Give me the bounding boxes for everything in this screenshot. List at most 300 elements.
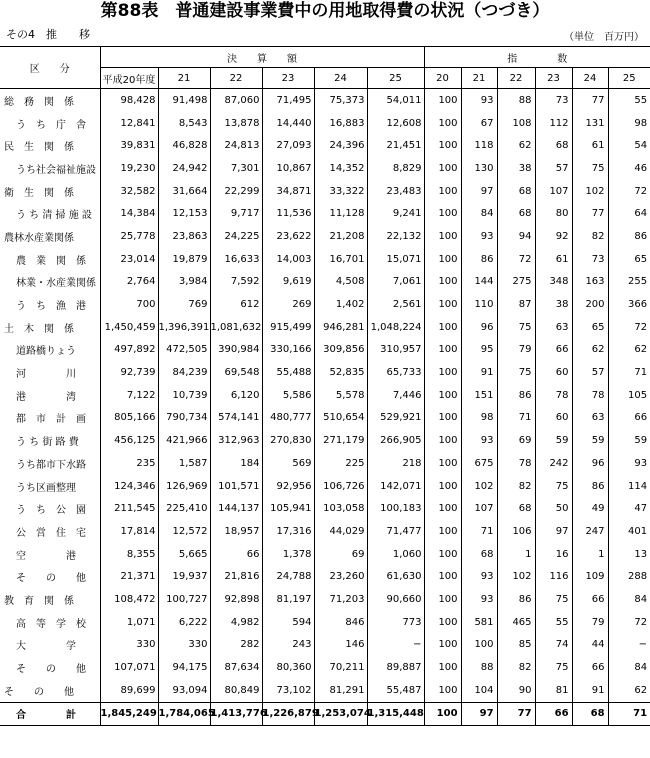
row-label: 衛 生 関 係 <box>4 187 74 199</box>
index-cell: 75 <box>497 316 535 339</box>
row-label: 大 学 <box>16 641 76 653</box>
index-cell: 100 <box>424 271 461 294</box>
table-row <box>0 361 650 384</box>
table-row <box>0 202 650 225</box>
index-cell: 74 <box>535 634 572 657</box>
row-label: 道路橋りょう <box>16 346 76 358</box>
row-label: うち社会福祉施設 <box>16 164 96 176</box>
index-year-header: 25 <box>608 68 650 89</box>
amount-cell: 225 <box>314 452 367 475</box>
index-cell: 100 <box>424 225 461 248</box>
index-cell: 60 <box>535 407 572 430</box>
amount-cell: 17,814 <box>100 520 158 543</box>
amount-cell: 89,699 <box>100 679 158 702</box>
index-cell: 78 <box>535 384 572 407</box>
data-table <box>0 46 650 726</box>
row-label: う ち 公 園 <box>16 505 86 517</box>
amount-cell: 81,197 <box>262 588 314 611</box>
amount-cell: 32,582 <box>100 180 158 203</box>
index-cell: 68 <box>572 702 608 726</box>
index-cell: 84 <box>608 588 650 611</box>
index-cell: 102 <box>572 180 608 203</box>
index-cell: 64 <box>608 202 650 225</box>
amount-cell: 1,845,249 <box>100 702 158 726</box>
amount-cell: 103,058 <box>314 497 367 520</box>
amount-cell: 269 <box>262 293 314 316</box>
index-cell: 71 <box>461 520 497 543</box>
amount-cell: 1,784,065 <box>158 702 210 726</box>
amount-cell: 11,128 <box>314 202 367 225</box>
amount-cell: 124,346 <box>100 475 158 498</box>
table-row <box>0 339 650 362</box>
index-cell: 77 <box>572 202 608 225</box>
amount-cell: 14,003 <box>262 248 314 271</box>
index-cell: 100 <box>424 407 461 430</box>
index-cell: 86 <box>608 225 650 248</box>
amount-cell: 39,831 <box>100 134 158 157</box>
amount-cell: 480,777 <box>262 407 314 430</box>
index-cell: 109 <box>572 565 608 588</box>
index-cell: 16 <box>535 543 572 566</box>
index-cell: 100 <box>424 702 461 726</box>
index-cell: 69 <box>497 429 535 452</box>
amount-cell: 390,984 <box>210 339 262 362</box>
amount-cell: 24,225 <box>210 225 262 248</box>
amount-cell: 6,120 <box>210 384 262 407</box>
amount-cell: 73,102 <box>262 679 314 702</box>
index-cell: 100 <box>424 202 461 225</box>
amount-cell: 69 <box>314 543 367 566</box>
index-cell: 49 <box>572 497 608 520</box>
index-cell: 100 <box>424 452 461 475</box>
amount-cell: 7,446 <box>367 384 424 407</box>
amount-cell: 24,396 <box>314 134 367 157</box>
amount-cell: 31,664 <box>158 180 210 203</box>
index-cell: 98 <box>461 407 497 430</box>
index-cell: 80 <box>535 202 572 225</box>
amount-cell: 790,734 <box>158 407 210 430</box>
amount-cell: 93,094 <box>158 679 210 702</box>
amount-cell: 12,153 <box>158 202 210 225</box>
table-row <box>0 497 650 520</box>
index-cell: 90 <box>497 679 535 702</box>
index-cell: 44 <box>572 634 608 657</box>
table-row <box>0 248 650 271</box>
index-cell: 100 <box>424 656 461 679</box>
amount-cell: 69,548 <box>210 361 262 384</box>
amount-cell: − <box>367 634 424 657</box>
table-row <box>0 543 650 566</box>
index-cell: 110 <box>461 293 497 316</box>
amount-cell: 142,071 <box>367 475 424 498</box>
total-row <box>0 702 650 726</box>
index-cell: 100 <box>424 361 461 384</box>
amount-cell: 769 <box>158 293 210 316</box>
index-cell: 131 <box>572 112 608 135</box>
amount-cell: 574,141 <box>210 407 262 430</box>
index-cell: 100 <box>424 543 461 566</box>
index-cell: 79 <box>497 339 535 362</box>
index-cell: 68 <box>497 497 535 520</box>
amount-cell: 21,208 <box>314 225 367 248</box>
amount-cell: 456,125 <box>100 429 158 452</box>
index-cell: 93 <box>461 429 497 452</box>
amount-cell: 1,071 <box>100 611 158 634</box>
row-label: 港 湾 <box>16 391 76 403</box>
index-cell: 77 <box>497 702 535 726</box>
index-cell: 75 <box>572 157 608 180</box>
index-cell: 55 <box>535 611 572 634</box>
amount-cell: 23,014 <box>100 248 158 271</box>
row-label: 農 業 関 係 <box>16 255 86 267</box>
amount-cell: 243 <box>262 634 314 657</box>
index-cell: 73 <box>572 248 608 271</box>
index-cell: 104 <box>461 679 497 702</box>
index-cell: 92 <box>535 225 572 248</box>
amount-cell: 23,863 <box>158 225 210 248</box>
amount-cell: 225,410 <box>158 497 210 520</box>
index-cell: 77 <box>572 89 608 112</box>
amount-cell: 23,483 <box>367 180 424 203</box>
index-cell: 106 <box>497 520 535 543</box>
amount-cell: 146 <box>314 634 367 657</box>
amount-cell: 282 <box>210 634 262 657</box>
row-label: そ の 他 <box>16 573 86 585</box>
amount-cell: 94,175 <box>158 656 210 679</box>
index-cell: 59 <box>608 429 650 452</box>
amount-cell: 46,828 <box>158 134 210 157</box>
index-cell: 63 <box>572 407 608 430</box>
row-label: 民 生 関 係 <box>4 142 74 154</box>
amount-cell: 184 <box>210 452 262 475</box>
index-cell: 57 <box>535 157 572 180</box>
amount-cell: 70,211 <box>314 656 367 679</box>
index-cell: 130 <box>461 157 497 180</box>
table-row <box>0 157 650 180</box>
amount-cell: 1,450,459 <box>100 316 158 339</box>
index-cell: 100 <box>424 339 461 362</box>
amount-cell: 55,488 <box>262 361 314 384</box>
amount-cell: 846 <box>314 611 367 634</box>
amount-cell: 71,203 <box>314 588 367 611</box>
index-cell: 144 <box>461 271 497 294</box>
index-cell: 78 <box>572 384 608 407</box>
table-row <box>0 407 650 430</box>
index-cell: 97 <box>461 702 497 726</box>
amount-cell: 98,428 <box>100 89 158 112</box>
row-label: う ち 漁 港 <box>16 301 86 313</box>
amount-cell: 211,545 <box>100 497 158 520</box>
index-cell: 163 <box>572 271 608 294</box>
row-label: 林業・水産業関係 <box>16 278 96 290</box>
index-cell: 96 <box>572 452 608 475</box>
index-cell: 66 <box>608 407 650 430</box>
amount-cell: 90,660 <box>367 588 424 611</box>
index-cell: 100 <box>424 679 461 702</box>
table-row <box>0 180 650 203</box>
table-row <box>0 588 650 611</box>
index-cell: 75 <box>535 656 572 679</box>
index-cell: 78 <box>497 452 535 475</box>
index-cell: 75 <box>497 361 535 384</box>
amount-cell: 21,451 <box>367 134 424 157</box>
index-cell: 47 <box>608 497 650 520</box>
amount-cell: 612 <box>210 293 262 316</box>
index-cell: 151 <box>461 384 497 407</box>
amount-cell: 105,941 <box>262 497 314 520</box>
index-cell: 66 <box>535 702 572 726</box>
table-row <box>0 271 650 294</box>
table-row <box>0 611 650 634</box>
table-row <box>0 475 650 498</box>
amount-cell: 24,942 <box>158 157 210 180</box>
index-cell: 72 <box>497 248 535 271</box>
index-group-header: 指 数 <box>424 47 650 68</box>
amount-cell: 11,536 <box>262 202 314 225</box>
amount-year-header: 21 <box>158 68 210 89</box>
index-cell: 108 <box>497 112 535 135</box>
row-label: 土 木 関 係 <box>4 323 74 335</box>
index-cell: 102 <box>461 475 497 498</box>
amount-cell: 14,352 <box>314 157 367 180</box>
index-cell: 84 <box>461 202 497 225</box>
index-cell: 100 <box>424 248 461 271</box>
index-cell: 72 <box>608 316 650 339</box>
amount-cell: 9,241 <box>367 202 424 225</box>
row-label: う ち 清 掃 施 設 <box>16 210 92 222</box>
index-cell: 112 <box>535 112 572 135</box>
amount-cell: 106,726 <box>314 475 367 498</box>
amount-cell: 271,179 <box>314 429 367 452</box>
index-cell: 86 <box>497 588 535 611</box>
index-cell: 200 <box>572 293 608 316</box>
row-label: 都 市 計 画 <box>16 414 86 426</box>
index-cell: 72 <box>608 611 650 634</box>
index-cell: 93 <box>461 565 497 588</box>
index-cell: 62 <box>572 339 608 362</box>
row-label: 総 務 関 係 <box>4 96 74 108</box>
amount-cell: 12,572 <box>158 520 210 543</box>
index-cell: 366 <box>608 293 650 316</box>
index-year-header: 23 <box>535 68 572 89</box>
amount-cell: 22,299 <box>210 180 262 203</box>
index-cell: 288 <box>608 565 650 588</box>
amount-cell: 144,137 <box>210 497 262 520</box>
index-cell: 71 <box>608 702 650 726</box>
index-cell: 67 <box>461 112 497 135</box>
index-cell: 95 <box>461 339 497 362</box>
index-cell: 100 <box>424 634 461 657</box>
index-cell: 96 <box>461 316 497 339</box>
amount-cell: 22,132 <box>367 225 424 248</box>
row-label: そ の 他 <box>4 686 74 698</box>
index-cell: 100 <box>424 180 461 203</box>
amount-year-header: 22 <box>210 68 262 89</box>
index-cell: 100 <box>424 497 461 520</box>
index-cell: 100 <box>424 565 461 588</box>
amount-cell: 1,402 <box>314 293 367 316</box>
row-label: うち区画整理 <box>16 482 76 494</box>
index-cell: 401 <box>608 520 650 543</box>
index-cell: 100 <box>424 588 461 611</box>
amount-cell: 16,701 <box>314 248 367 271</box>
index-cell: 65 <box>608 248 650 271</box>
amount-cell: 23,622 <box>262 225 314 248</box>
amount-cell: 1,587 <box>158 452 210 475</box>
amount-year-header: 24 <box>314 68 367 89</box>
amount-cell: 66 <box>210 543 262 566</box>
table-row <box>0 520 650 543</box>
amount-cell: 100,727 <box>158 588 210 611</box>
amount-cell: 7,301 <box>210 157 262 180</box>
index-cell: 100 <box>424 475 461 498</box>
index-cell: 61 <box>535 248 572 271</box>
index-cell: − <box>608 634 650 657</box>
amount-cell: 107,071 <box>100 656 158 679</box>
index-cell: 55 <box>608 89 650 112</box>
table-row <box>0 316 650 339</box>
amount-cell: 270,830 <box>262 429 314 452</box>
index-year-header: 20 <box>424 68 461 89</box>
table-row <box>0 634 650 657</box>
amount-cell: 915,499 <box>262 316 314 339</box>
amount-cell: 9,717 <box>210 202 262 225</box>
index-cell: 50 <box>535 497 572 520</box>
index-cell: 60 <box>535 361 572 384</box>
amount-cell: 1,048,224 <box>367 316 424 339</box>
amount-cell: 19,879 <box>158 248 210 271</box>
amount-cell: 1,396,391 <box>158 316 210 339</box>
amount-cell: 2,561 <box>367 293 424 316</box>
table-row <box>0 565 650 588</box>
amount-year-header: 23 <box>262 68 314 89</box>
row-label: 河 川 <box>16 369 76 381</box>
amount-cell: 773 <box>367 611 424 634</box>
amount-cell: 1,226,879 <box>262 702 314 726</box>
amount-cell: 1,253,074 <box>314 702 367 726</box>
index-cell: 93 <box>461 588 497 611</box>
amount-cell: 84,239 <box>158 361 210 384</box>
index-cell: 100 <box>424 429 461 452</box>
amount-cell: 21,816 <box>210 565 262 588</box>
amount-cell: 309,856 <box>314 339 367 362</box>
amount-cell: 13,878 <box>210 112 262 135</box>
index-cell: 465 <box>497 611 535 634</box>
index-cell: 86 <box>572 475 608 498</box>
amount-cell: 235 <box>100 452 158 475</box>
index-cell: 61 <box>572 134 608 157</box>
amount-cell: 87,060 <box>210 89 262 112</box>
amount-cell: 126,969 <box>158 475 210 498</box>
row-label: 高 等 学 校 <box>16 618 86 630</box>
index-cell: 65 <box>572 316 608 339</box>
table-row <box>0 112 650 135</box>
index-cell: 91 <box>461 361 497 384</box>
amount-cell: 472,505 <box>158 339 210 362</box>
index-cell: 116 <box>535 565 572 588</box>
amount-cell: 310,957 <box>367 339 424 362</box>
index-cell: 68 <box>497 202 535 225</box>
index-cell: 71 <box>497 407 535 430</box>
index-cell: 68 <box>535 134 572 157</box>
amount-cell: 421,966 <box>158 429 210 452</box>
amount-cell: 529,921 <box>367 407 424 430</box>
index-cell: 38 <box>497 157 535 180</box>
amount-cell: 10,867 <box>262 157 314 180</box>
row-label: うち都市下水路 <box>16 459 86 471</box>
amount-cell: 12,841 <box>100 112 158 135</box>
amount-cell: 497,892 <box>100 339 158 362</box>
amount-cell: 805,166 <box>100 407 158 430</box>
index-cell: 581 <box>461 611 497 634</box>
row-label: 農林水産業関係 <box>4 232 74 244</box>
amount-cell: 9,619 <box>262 271 314 294</box>
index-cell: 94 <box>497 225 535 248</box>
index-cell: 13 <box>608 543 650 566</box>
amount-cell: 5,586 <box>262 384 314 407</box>
amount-cell: 15,071 <box>367 248 424 271</box>
amount-cell: 569 <box>262 452 314 475</box>
index-cell: 98 <box>608 112 650 135</box>
amount-cell: 4,508 <box>314 271 367 294</box>
amount-cell: 2,764 <box>100 271 158 294</box>
index-cell: 66 <box>535 339 572 362</box>
index-cell: 72 <box>608 180 650 203</box>
index-cell: 100 <box>424 157 461 180</box>
index-cell: 86 <box>497 384 535 407</box>
index-cell: 68 <box>461 543 497 566</box>
index-cell: 348 <box>535 271 572 294</box>
amount-year-header: 平成20年度 <box>100 68 158 89</box>
table-row <box>0 452 650 475</box>
unit-label: （単位 百万円） <box>564 32 644 43</box>
index-cell: 114 <box>608 475 650 498</box>
index-cell: 71 <box>608 361 650 384</box>
table-row <box>0 293 650 316</box>
index-cell: 93 <box>461 89 497 112</box>
amount-cell: 19,937 <box>158 565 210 588</box>
index-cell: 93 <box>461 225 497 248</box>
amount-cell: 80,849 <box>210 679 262 702</box>
amount-cell: 18,957 <box>210 520 262 543</box>
index-cell: 91 <box>572 679 608 702</box>
index-cell: 62 <box>497 134 535 157</box>
index-cell: 100 <box>424 112 461 135</box>
row-label: 空 港 <box>16 550 76 562</box>
table-row <box>0 384 650 407</box>
amount-cell: 1,413,776 <box>210 702 262 726</box>
amount-cell: 218 <box>367 452 424 475</box>
amount-cell: 8,543 <box>158 112 210 135</box>
table-row <box>0 679 650 702</box>
row-label: う ち 庁 舎 <box>16 119 86 131</box>
amount-cell: 1,060 <box>367 543 424 566</box>
index-cell: 59 <box>535 429 572 452</box>
amount-cell: 266,905 <box>367 429 424 452</box>
row-label: う ち 街 路 費 <box>16 437 79 449</box>
amount-cell: 100,183 <box>367 497 424 520</box>
amount-cell: 1,315,448 <box>367 702 424 726</box>
amount-cell: 6,222 <box>158 611 210 634</box>
amount-cell: 75,373 <box>314 89 367 112</box>
index-cell: 1 <box>572 543 608 566</box>
index-cell: 57 <box>572 361 608 384</box>
index-cell: 85 <box>497 634 535 657</box>
amount-cell: 92,898 <box>210 588 262 611</box>
amount-cell: 80,360 <box>262 656 314 679</box>
amount-cell: 10,739 <box>158 384 210 407</box>
index-cell: 93 <box>608 452 650 475</box>
